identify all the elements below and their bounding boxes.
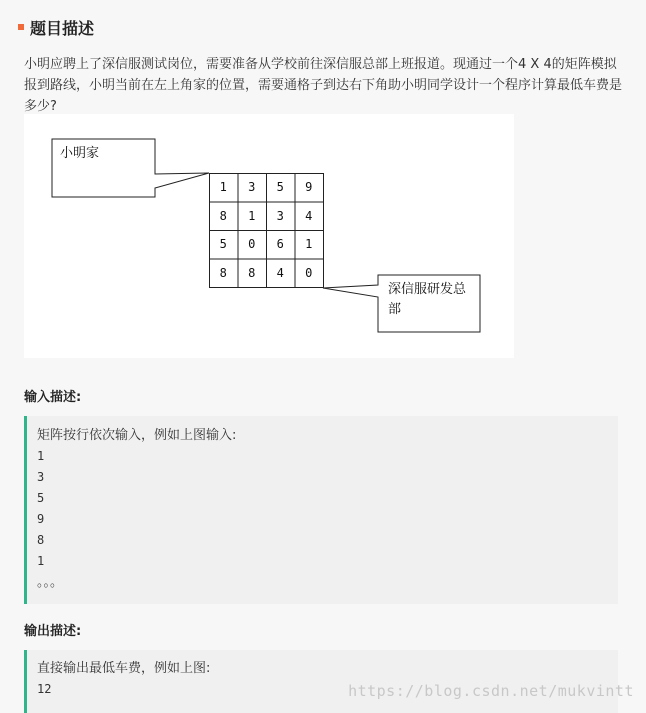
input-line: 1 (37, 449, 45, 463)
matrix-cell: 4 (276, 265, 284, 280)
home-label: 小明家 (60, 146, 100, 161)
watermark: https://blog.csdn.net/mukvintt (348, 682, 634, 700)
matrix-cell: 0 (248, 237, 256, 252)
matrix-cell: 5 (219, 237, 227, 252)
input-line: 8 (37, 533, 45, 547)
matrix-cell: 4 (305, 208, 313, 223)
input-heading: 输入描述: (24, 390, 82, 405)
problem-description: 小明应聘上了深信服测试岗位，需要准备从学校前往深信服总部上班报道。现通过一个4 X 4的矩阵模拟报到路线，小明当前在左上角家的位置，需要通格子到达右下角助小明同学设计一个程序计算最低车费是多少? (24, 57, 623, 114)
input-line: 9 (37, 512, 45, 526)
matrix-cell: 8 (219, 208, 227, 223)
cost-matrix (209, 173, 323, 287)
matrix-cell: 1 (305, 237, 313, 252)
input-ellipsis: 。。。 (37, 575, 64, 590)
input-blockquote (24, 416, 618, 604)
matrix-cell: 1 (248, 208, 256, 223)
input-line: 1 (37, 554, 45, 568)
title-marker (18, 24, 24, 30)
input-intro: 矩阵按行依次输入，例如上图输入: (37, 428, 237, 443)
matrix-cell: 6 (276, 237, 284, 252)
output-heading: 输出描述: (24, 624, 82, 639)
problem-figure (24, 114, 514, 358)
matrix-cell: 0 (305, 265, 313, 280)
section-title (18, 16, 94, 38)
input-line: 5 (37, 491, 45, 505)
output-intro: 直接输出最低车费，例如上图: (37, 661, 211, 676)
matrix-cell: 3 (276, 208, 284, 223)
output-value: 12 (37, 682, 52, 696)
matrix-cell: 8 (248, 265, 256, 280)
page-title: 题目描述 (30, 18, 95, 38)
matrix-cell: 1 (219, 180, 227, 195)
matrix-cell: 9 (305, 180, 313, 195)
matrix-cell: 8 (219, 265, 227, 280)
matrix-cell: 5 (276, 180, 284, 195)
matrix-cell: 3 (248, 180, 256, 195)
hq-label: 深信服研发总部 (388, 282, 467, 317)
input-line: 3 (37, 470, 45, 484)
